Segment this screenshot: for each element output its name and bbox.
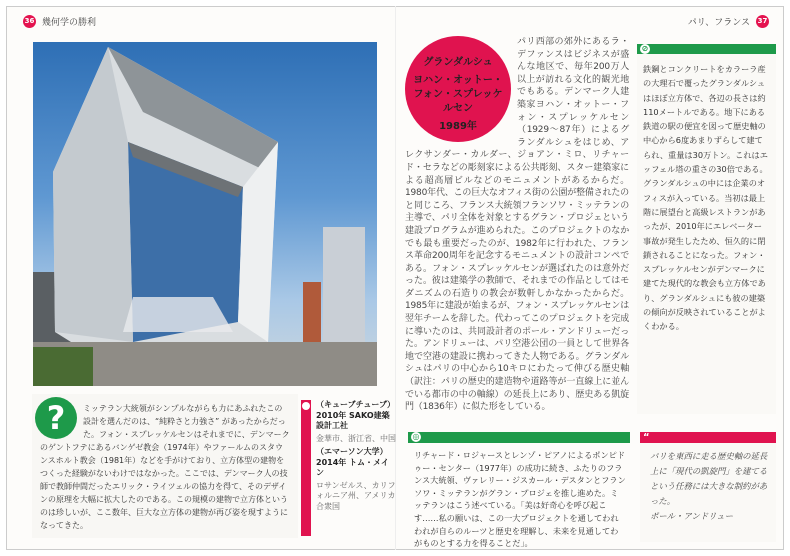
cube-icon: [302, 402, 310, 410]
grande-arche-photo: [33, 42, 377, 386]
quote-box: [640, 432, 776, 542]
left-page-number: 36: [23, 15, 36, 28]
cube-year-architect: 2014年 トム・メイン: [316, 457, 389, 477]
building-name: グランダルシュ: [423, 57, 493, 68]
target-icon: ◎: [412, 432, 420, 441]
facts-header-bar: [637, 44, 776, 54]
quote-text: パリを東西に走る歴史軸の延長上に「現代の凱旋門」を建てるという任務には大きな制約があった。: [650, 451, 768, 506]
facts-text: 鉄鋼とコンクリートをカラーラ産の大理石で覆ったグランダルシュはほぼ立方体で、各辺の長さは約110メートルである。地下にある鉄道の駅の便宜を図って歴史軸の中心から6度あまりずらして建てられ、重量は30万トン。これはエッフェル塔の重さの30倍である。グランダルシュの中には企業のオフィスが入っている。当初は最上階に展望台と高級レストランがあったが、2010年にエレベーター事故が発生したため、恒久的に閉鎖されることになった。フォン・スプレッケルセンがデンマークに建てた現代的な教会も立方体であり、グランダルシュにも彼の建築の傾向が反映されていることがよくわかる。: [643, 64, 768, 332]
cube-name: （キューブチューブ）: [316, 400, 396, 409]
cube-name: （エマーソン大学）: [316, 447, 388, 456]
quote-author: ポール・アンドリュー: [650, 511, 733, 521]
cube-year-architect: 2010年 SAKO建築設計工社: [316, 410, 390, 430]
completion-year: 1989年: [439, 121, 477, 132]
left-running-head: 幾何学の勝利: [42, 18, 97, 28]
cube-examples: [316, 400, 396, 515]
compass-icon: ⊘: [641, 44, 649, 53]
main-text: パリ西部の郊外にあるラ・デファンスはビジネスが盛んな地区で、毎年200万人以上が訪れる文化的観光地でもある。デンマーク人建築家ヨハン・オットー・フォン・スプレッケルセン（1929～87年）によるグランダルシュをはじめ、アレクサンダー・カルダー、ジョアン・ミロ、リチャード・セラなどの彫刻家による公共彫刻、スター建築家による超高層ビルなどのモニュメントがあるからだ。1980年代、この巨大なオフィス街の公園が整備されたのと同じころ、フランス大統領フランソワ・ミッテランの主導で、パリ全体を対象とするグラン・プロジェという建設プログラムが進められた。このプロジェクトのなかでも最も重要だったのが、1982年に行われた、フランス革命200周年を記念するモニュメントの設計コンペである。フォン・スプレッケルセンが選ばれたのは意外だった。彼は建築学の教師で、それまでの作品としてはモダニズムの石造りの教会が数軒しかなかったからだ。1985年に建設が始まるが、フォン・スプレッケルセンは翌年チームを辞した。代わってこのプロジェクトを完成に導いたのは、共同設計者のポール・アンドリューだった。アンドリューは、パリ空港公団の一員として世界各地で空港の建設に携わってきた人物である。グランダルシュはパリの中心から10キロにわたって伸びる歴史軸（訳注：パリの歴史的建造物や道路等が一直線上に並んでいる都市の中の軸線）の延長上にあり、歴史ある凱旋門（1836年）に似た形をしている。: [405, 37, 629, 413]
context-header-bar: [408, 432, 630, 443]
feature-title-badge: [405, 36, 511, 142]
cube-location: 金華市、浙江省、中国: [316, 433, 396, 443]
quote-icon: “: [643, 432, 650, 443]
facts-sidebar: [637, 44, 776, 414]
context-text: リチャード・ロジャースとレンゾ・ピアノによるポンピドゥー・センター（1977年）の成功に続き、ふたりのフランス大統領、ヴァレリー・ジスカール・デスタンとフランソワ・ミッテランがグラン・プロジェを推し進めた。ミッテランはこう述べている。「美は好奇心を呼び起こす……私の願いは、この一大プロジェクトを通してわれわれが自らのルーツと歴史を理解し、未来を見通してわがものとする力を得ることだ」。: [414, 450, 626, 549]
architect-name: ヨハン・オットー・フォン・スプレッケルセン: [413, 75, 503, 114]
right-page-number: 37: [756, 15, 769, 28]
question-icon: ?: [35, 397, 77, 439]
right-running-head: パリ、フランス: [687, 18, 750, 28]
question-text: ミッテラン大統領がシンプルながらも力にあふれたこの設計を選んだのは、“純粋さと力強さ” があったからだった。フォン・スプレッケルセンはそれまでに、デンマークのゲントフテにあるバンゲゼ教会（1974年）やファールムのスタウンスホルト教会（1981年）などを手がけており、立方体型の建物をつくった経験がないわけではなかった。ここでは、デンマーク人の技師で教師仲間だったエリック・ライツェルの協力を得て、そのデザインの原理を大幅に拡大したのである。この規模の建物で立方体というのは珍しいが、ここ数年、巨大な立方体の建物が再び姿を現すようになってきた。: [40, 404, 290, 530]
cube-location: ロサンゼルス、カリフォルニア州、アメリカ合衆国: [316, 480, 396, 511]
context-box: [408, 432, 630, 550]
cube-strip: [301, 400, 311, 536]
main-article: [405, 36, 629, 414]
quote-header-bar: [640, 432, 776, 443]
question-box: [32, 394, 298, 538]
